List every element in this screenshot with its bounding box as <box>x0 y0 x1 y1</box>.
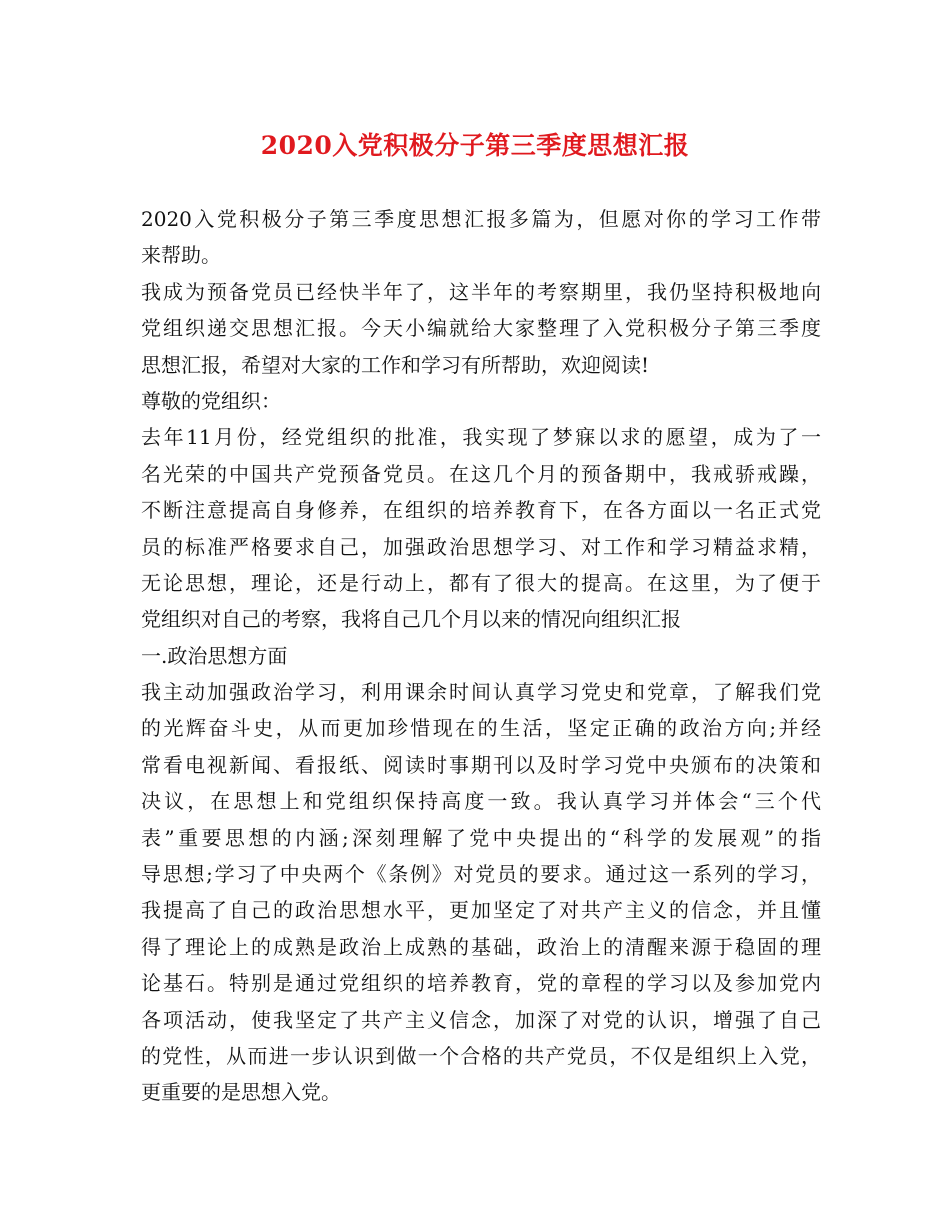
body-line: 表”重要思想的内涵;深刻理解了党中央提出的“科学的发展观”的指 <box>141 825 821 850</box>
body-line: 来帮助。 <box>141 243 221 268</box>
body-line: 决议，在思想上和党组织保持高度一致。我认真学习并体会“三个代 <box>141 789 821 814</box>
body-line: 的党性，从而进一步认识到做一个合格的共产党员，不仅是组织上入党， <box>141 1043 821 1068</box>
body-line: 尊敬的党组织： <box>141 388 281 413</box>
body-line: 得了理论上的成熟是政治上成熟的基础，政治上的清醒来源于稳固的理 <box>141 934 821 959</box>
body-line: 无论思想，理论，还是行动上，都有了很大的提高。在这里，为了便于 <box>141 570 821 595</box>
body-line: 不断注意提高自身修养，在组织的培养教育下，在各方面以一名正式党 <box>141 498 821 523</box>
document-title: 2020入党积极分子第三季度思想汇报 <box>260 131 690 160</box>
body-line: 员的标准严格要求自己，加强政治思想学习、对工作和学习精益求精， <box>141 534 821 559</box>
body-line: 思想汇报，希望对大家的工作和学习有所帮助，欢迎阅读! <box>141 352 650 377</box>
body-line: 的光辉奋斗史，从而更加珍惜现在的生活，坚定正确的政治方向;并经 <box>141 716 821 741</box>
body-line: 党组织对自己的考察，我将自己几个月以来的情况向组织汇报 <box>141 607 681 632</box>
body-line: 名光荣的中国共产党预备党员。在这几个月的预备期中，我戒骄戒躁， <box>141 461 821 486</box>
body-line: 论基石。特别是通过党组织的培养教育，党的章程的学习以及参加党内 <box>141 971 821 996</box>
body-line: 一.政治思想方面 <box>141 643 288 668</box>
body-line: 常看电视新闻、看报纸、阅读时事期刊以及时学习党中央颁布的决策和 <box>141 752 821 777</box>
body-line: 我提高了自己的政治思想水平，更加坚定了对共产主义的信念，并且懂 <box>141 898 821 923</box>
document-body <box>141 201 821 1111</box>
body-line: 导思想;学习了中央两个《条例》对党员的要求。通过这一系列的学习， <box>141 862 821 887</box>
body-line: 去年11月份，经党组织的批准，我实现了梦寐以求的愿望，成为了一 <box>141 425 821 450</box>
body-line: 我主动加强政治学习，利用课余时间认真学习党史和党章，了解我们党 <box>141 680 821 705</box>
body-line: 党组织递交思想汇报。今天小编就给大家整理了入党积极分子第三季度 <box>141 316 821 341</box>
body-line: 更重要的是思想入党。 <box>141 1080 341 1105</box>
body-line: 各项活动，使我坚定了共产主义信念，加深了对党的认识，增强了自己 <box>141 1007 821 1032</box>
body-line: 2020入党积极分子第三季度思想汇报多篇为，但愿对你的学习工作带 <box>141 207 821 231</box>
body-line: 我成为预备党员已经快半年了，这半年的考察期里，我仍坚持积极地向 <box>141 279 821 304</box>
